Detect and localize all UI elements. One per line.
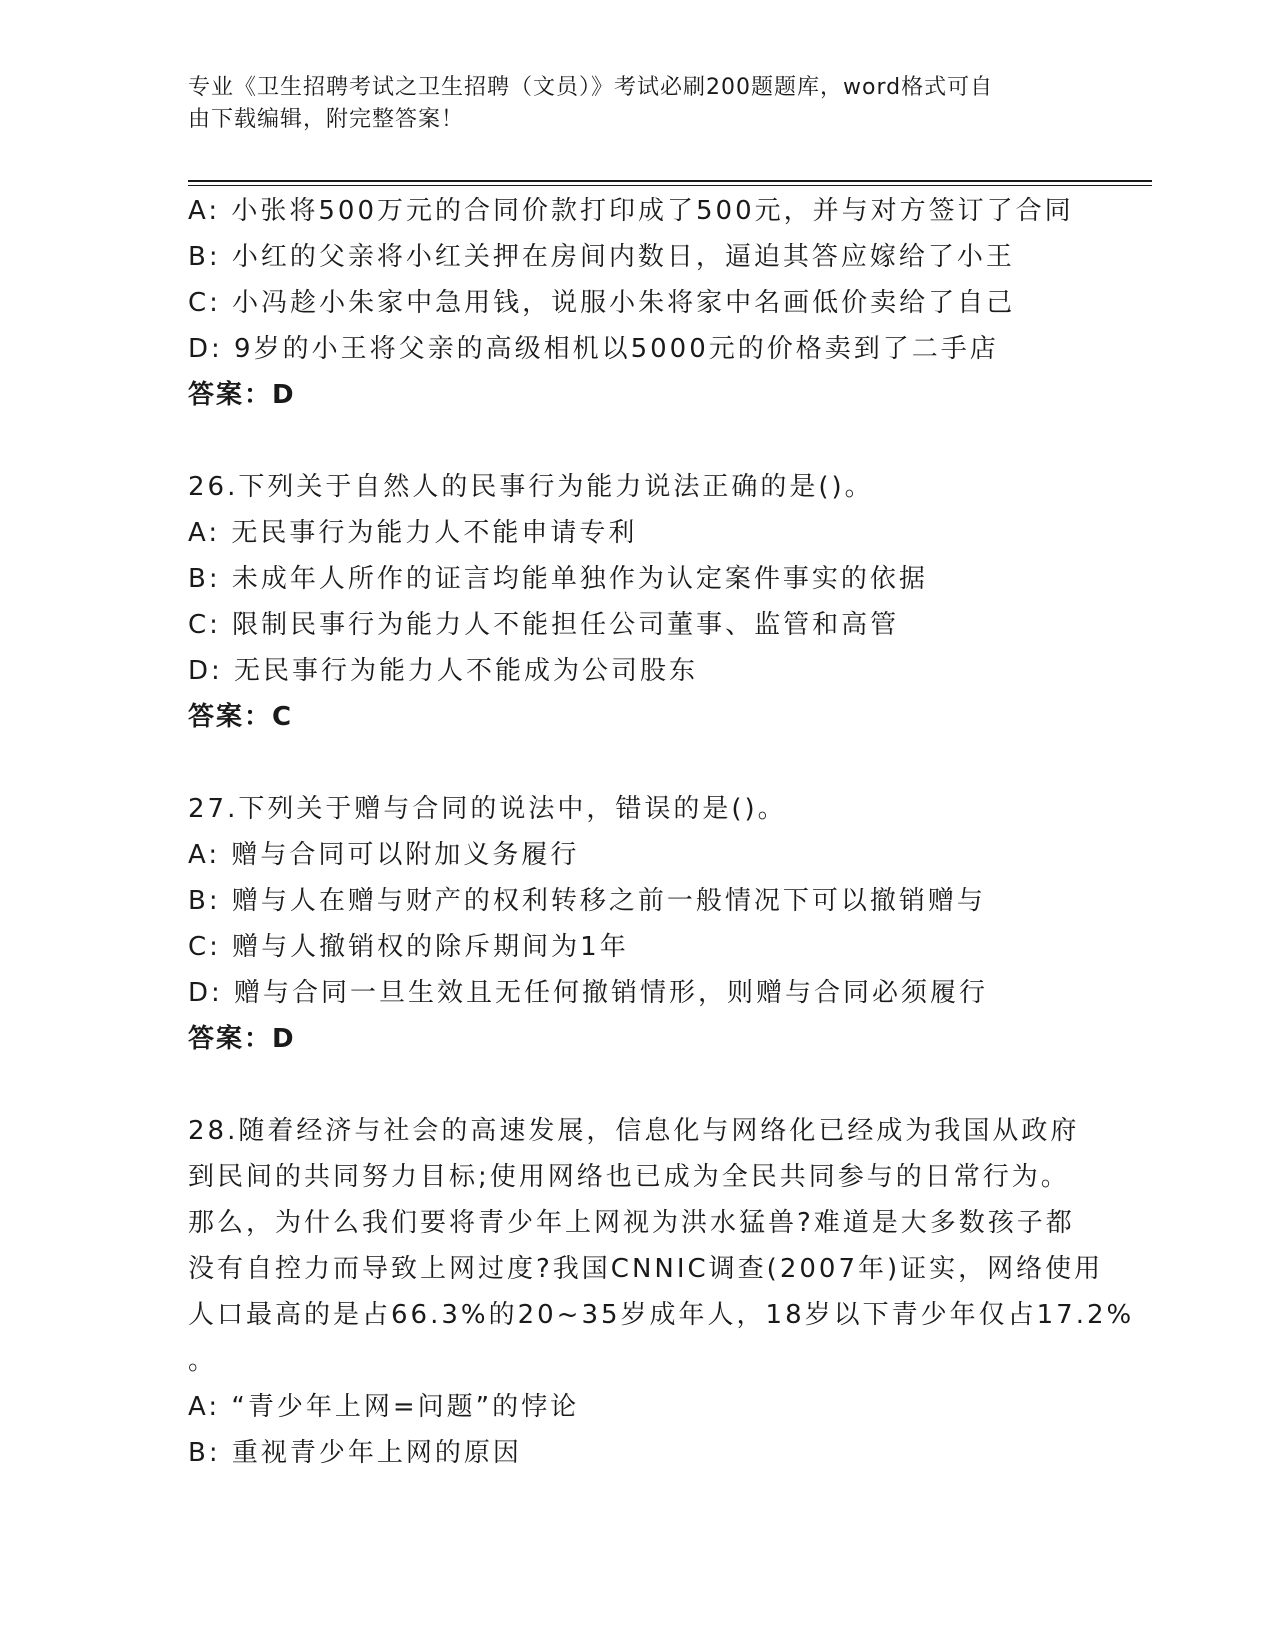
question-28-block — [188, 1108, 1135, 1476]
question-27-answer: 答案：D — [188, 1024, 296, 1054]
question-25-option-b: B: 小红的父亲将小红关押在房间内数日，逼迫其答应嫁给了小王 — [188, 242, 1015, 272]
question-26-option-c: C: 限制民事行为能力人不能担任公司董事、监管和高管 — [188, 610, 900, 640]
question-28-text-line-3: 那么，为什么我们要将青少年上网视为洪水猛兽?难道是大多数孩子都 — [188, 1208, 1075, 1238]
question-26-answer: 答案：C — [188, 702, 294, 732]
document-header — [188, 72, 1088, 136]
spacer — [188, 740, 1108, 786]
question-25-option-a: A: 小张将500万元的合同价款打印成了500元，并与对方签订了合同 — [188, 196, 1074, 226]
spacer — [188, 418, 1108, 464]
question-28-text-line-2: 到民间的共同努力目标;使用网络也已成为全民共同参与的日常行为。 — [188, 1162, 1070, 1192]
header-title-line-1: 专业《卫生招聘考试之卫生招聘（文员）》考试必刷200题题库，word格式可自 — [188, 75, 994, 100]
header-divider-thin — [188, 185, 1152, 186]
question-27-option-d: D: 赠与合同一旦生效且无任何撤销情形，则赠与合同必须履行 — [188, 978, 989, 1008]
question-26-option-a: A: 无民事行为能力人不能申请专利 — [188, 518, 638, 548]
question-26-option-b: B: 未成年人所作的证言均能单独作为认定案件事实的依据 — [188, 564, 928, 594]
question-27-option-b: B: 赠与人在赠与财产的权利转移之前一般情况下可以撤销赠与 — [188, 886, 986, 916]
question-27-option-a: A: 赠与合同可以附加义务履行 — [188, 840, 580, 870]
question-28-option-b: B: 重视青少年上网的原因 — [188, 1438, 522, 1468]
question-28-text-line-6: 。 — [188, 1346, 218, 1376]
question-28-text-line-1: 28.随着经济与社会的高速发展，信息化与网络化已经成为我国从政府 — [188, 1116, 1080, 1146]
question-26-block — [188, 464, 1108, 740]
question-25-answer: 答案：D — [188, 380, 296, 410]
question-28-text-line-4: 没有自控力而导致上网过度?我国CNNIC调查(2007年)证实，网络使用 — [188, 1254, 1104, 1284]
document-body — [188, 188, 1135, 1476]
question-26-option-d: D: 无民事行为能力人不能成为公司股东 — [188, 656, 699, 686]
question-27-block — [188, 786, 1108, 1062]
header-title-line-2: 由下载编辑，附完整答案！ — [188, 107, 465, 132]
question-28-text-line-5: 人口最高的是占66.3%的20~35岁成年人，18岁以下青少年仅占17.2% — [188, 1300, 1135, 1330]
question-25-option-c: C: 小冯趁小朱家中急用钱，说服小朱将家中名画低价卖给了自己 — [188, 288, 1016, 318]
spacer — [188, 1062, 1108, 1108]
question-26-text: 26.下列关于自然人的民事行为能力说法正确的是()。 — [188, 472, 874, 502]
question-25-block — [188, 188, 1108, 418]
question-27-text: 27.下列关于赠与合同的说法中，错误的是()。 — [188, 794, 787, 824]
question-28-option-a: A: “青少年上网=问题”的悖论 — [188, 1392, 580, 1422]
header-divider-thick — [188, 180, 1152, 182]
question-27-option-c: C: 赠与人撤销权的除斥期间为1年 — [188, 932, 629, 962]
question-25-option-d: D: 9岁的小王将父亲的高级相机以5000元的价格卖到了二手店 — [188, 334, 999, 364]
